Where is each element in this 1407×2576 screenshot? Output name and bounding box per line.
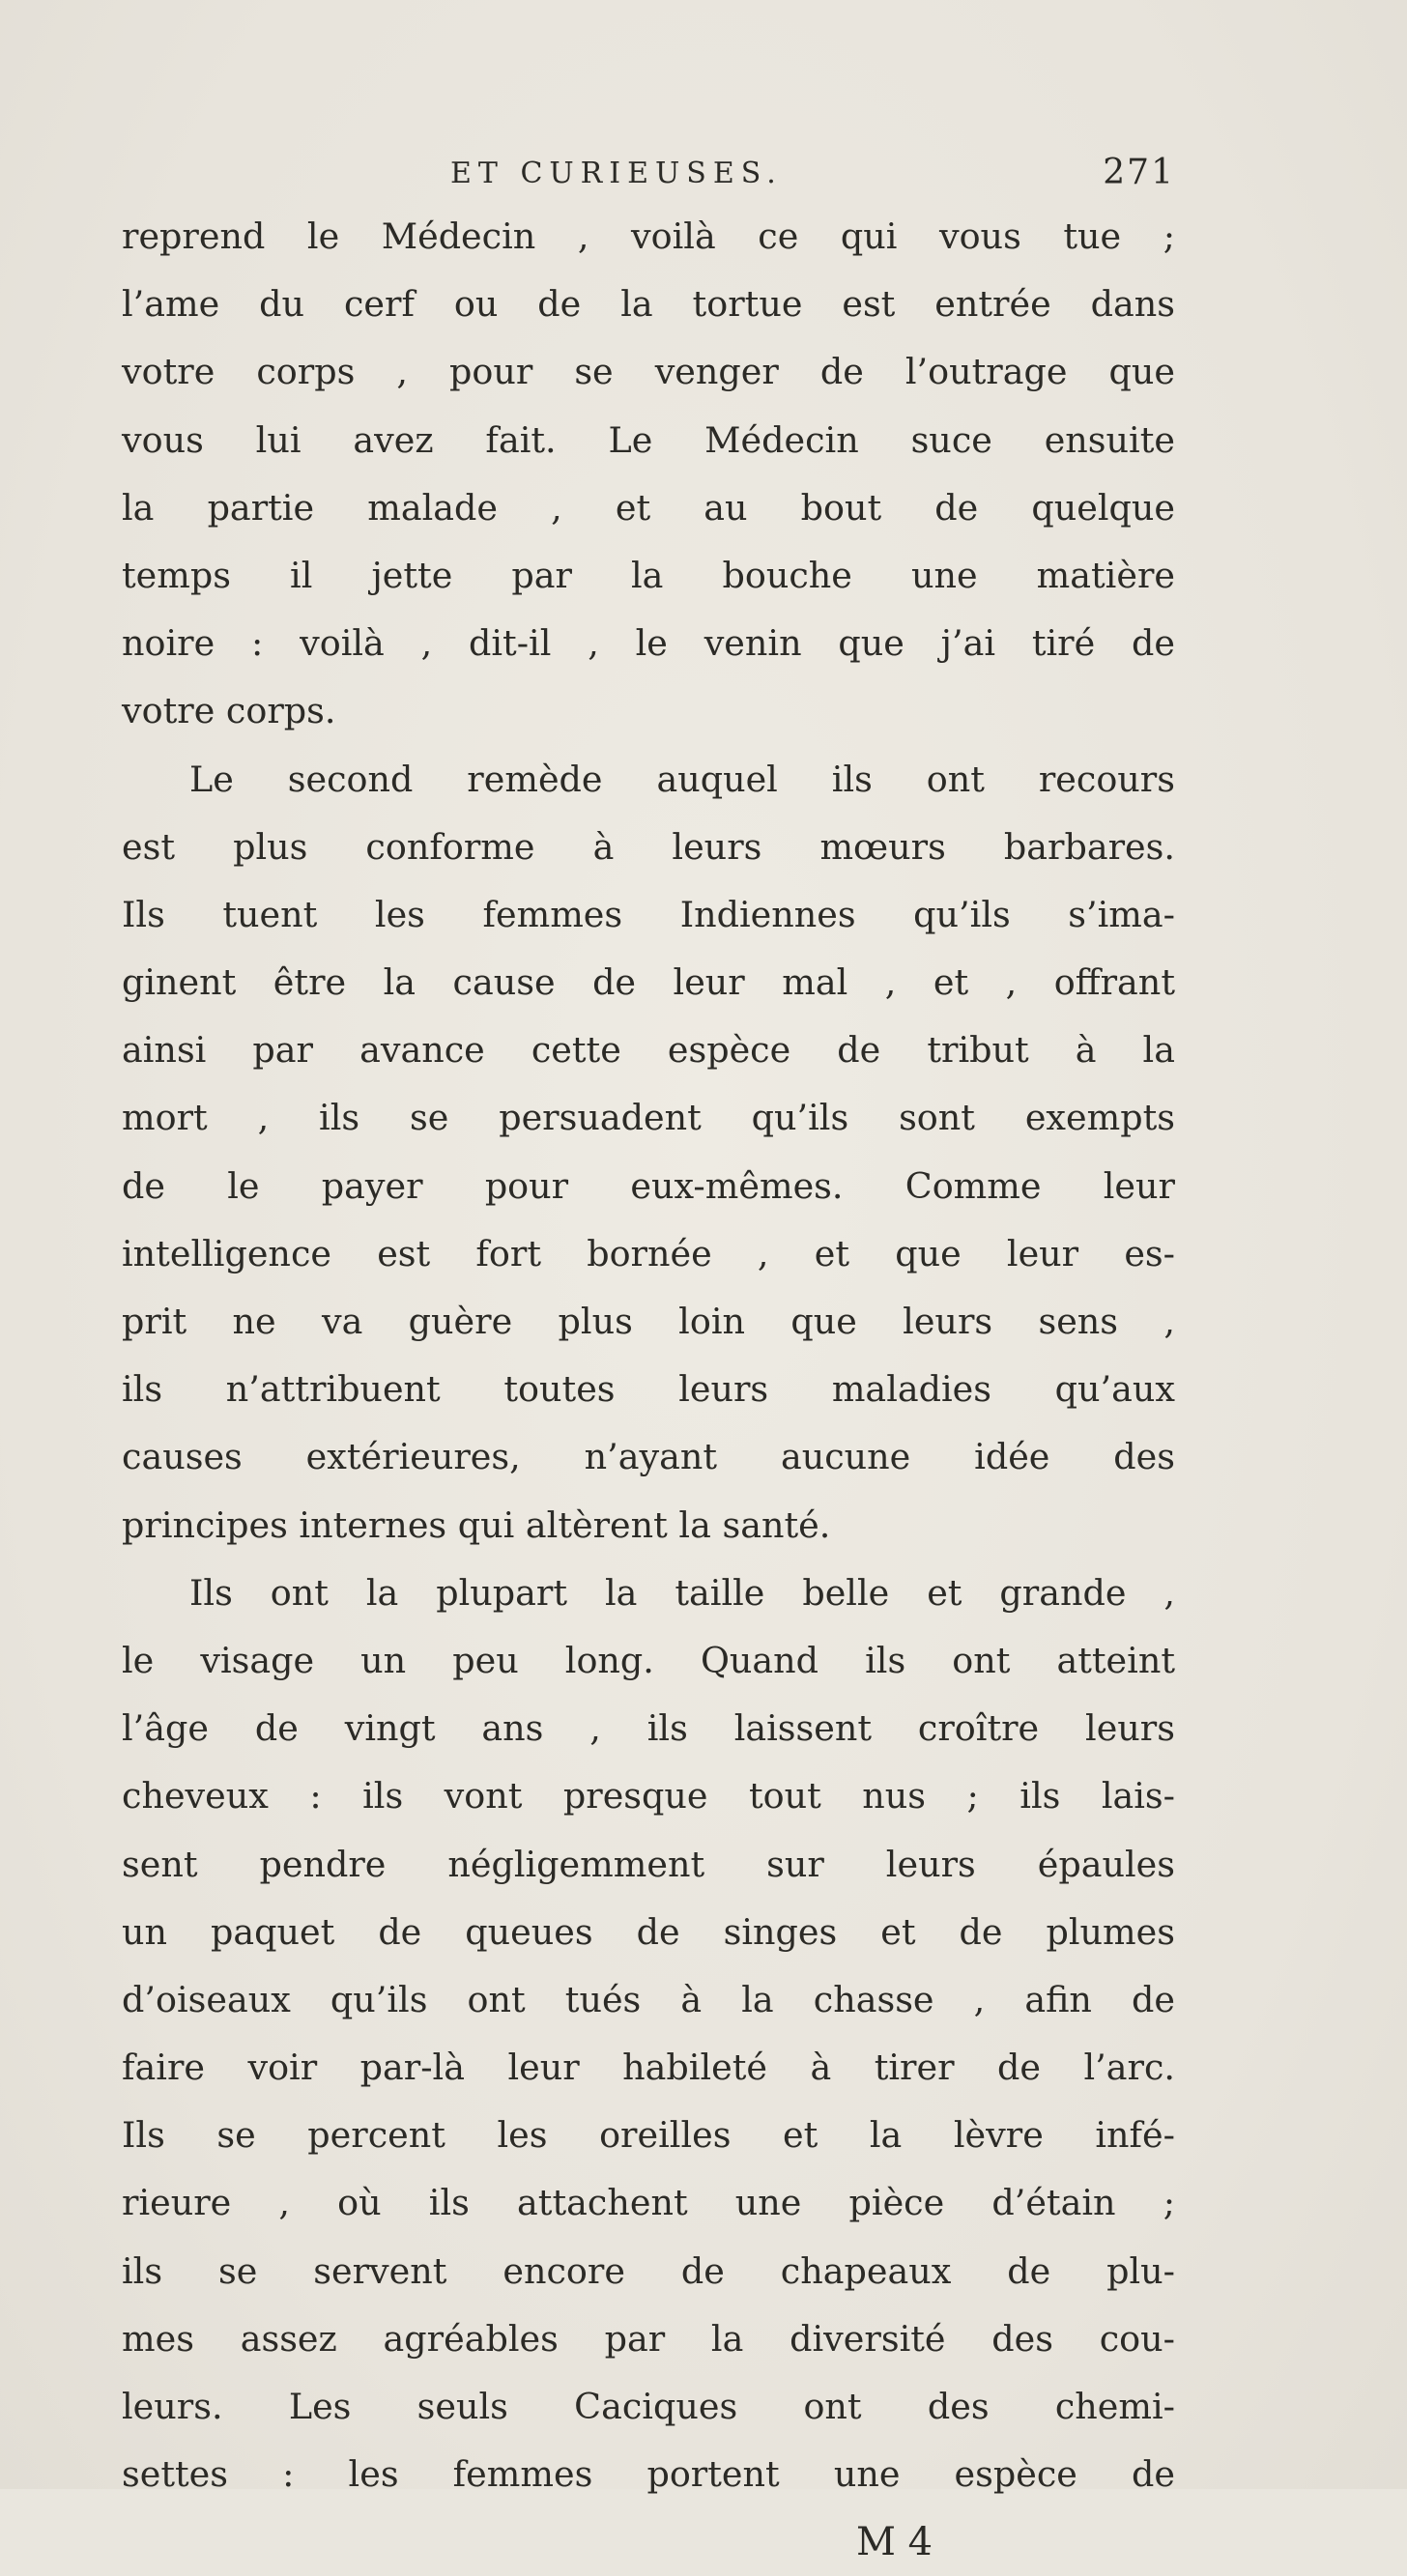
signature-mark-text: M 4 xyxy=(856,2520,933,2565)
text-line: intelligence est fort bornée , et que leur es- xyxy=(122,1232,1175,1274)
text-line: le visage un peu long. Quand ils ont atteint xyxy=(122,1639,1175,1681)
text-line: principes internes qui altèrent la santé. xyxy=(122,1503,831,1546)
text-line: temps il jette par la bouche une matière xyxy=(122,554,1175,596)
text-line: est plus conforme à leurs mœurs barbares. xyxy=(122,825,1175,868)
text-line: Le second remède auquel ils ont recours xyxy=(189,758,1175,800)
text-line: sent pendre négligemment sur leurs épaules xyxy=(122,1843,1175,1885)
text-line: Ils ont la plupart la taille belle et grande , xyxy=(189,1571,1175,1614)
running-head-title: ET CURIEUSES. xyxy=(450,157,783,190)
text-line: noire : voilà , dit-il , le venin que j’ai tiré de xyxy=(122,622,1175,665)
text-line: mes assez agréables par la diversité des cou- xyxy=(122,2317,1175,2360)
text-line: ainsi par avance cette espèce de tribut à la xyxy=(122,1029,1175,1072)
text-line: de le payer pour eux-mêmes. Comme leur xyxy=(122,1164,1175,1207)
text-line: d’oiseaux qu’ils ont tués à la chasse , afin de xyxy=(122,1978,1175,2020)
text-line: mort , ils se persuadent qu’ils sont exempts xyxy=(122,1097,1175,1139)
running-head xyxy=(122,145,1175,203)
text-line: vous lui avez fait. Le Médecin suce ensuite xyxy=(122,418,1175,461)
page-text-block xyxy=(122,145,1175,2576)
text-line: ils se servent encore de chapeaux de plu- xyxy=(122,2249,1175,2292)
text-line: settes : les femmes portent une espèce de xyxy=(122,2453,1175,2496)
text-line: l’âge de vingt ans , ils laissent croître leurs xyxy=(122,1707,1175,1750)
text-line: la partie malade , et au bout de quelque xyxy=(122,486,1175,529)
text-line: rieure , où ils attachent une pièce d’étain ; xyxy=(122,2182,1175,2224)
text-line: causes extérieures, n’ayant aucune idée des xyxy=(122,1436,1175,1478)
text-line: ginent être la cause de leur mal , et , offrant xyxy=(122,961,1175,1004)
text-line: votre corps , pour se venger de l’outrage que xyxy=(122,351,1175,393)
text-line: prit ne va guère plus loin que leurs sens , xyxy=(122,1301,1175,1342)
text-line: ils n’attribuent toutes leurs maladies qu’aux xyxy=(122,1368,1175,1411)
text-line: Ils se percent les oreilles et la lèvre infé- xyxy=(122,2114,1175,2157)
text-line: faire voir par-là leur habileté à tirer de l’arc. xyxy=(122,2046,1175,2089)
text-line: reprend le Médecin , voilà ce qui vous tue ; xyxy=(122,215,1175,257)
text-line: Ils tuent les femmes Indiennes qu’ils s’ima- xyxy=(122,893,1175,935)
text-line: votre corps. xyxy=(122,690,336,732)
text-line: l’ame du cerf ou de la tortue est entrée dans xyxy=(122,283,1175,326)
text-line: cheveux : ils vont presque tout nus ; ils lais- xyxy=(122,1775,1175,1818)
text-line: un paquet de queues de singes et de plumes xyxy=(122,1910,1175,1953)
signature-mark xyxy=(122,2508,1175,2576)
page-number: 271 xyxy=(1103,153,1175,192)
text-line: leurs. Les seuls Caciques ont des chemi- xyxy=(122,2386,1175,2427)
